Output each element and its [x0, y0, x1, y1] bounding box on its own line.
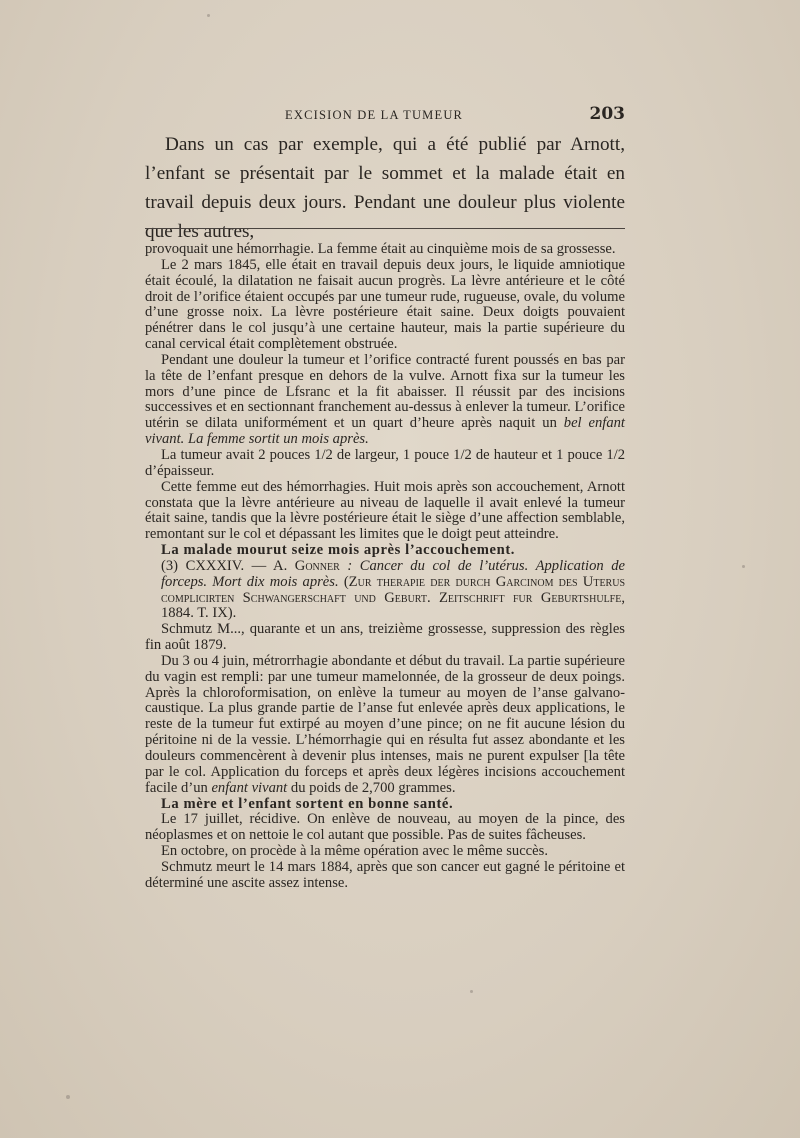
- case-ref: (3) CXXXIV. — A.: [161, 557, 295, 574]
- running-title: EXCISION DE LA TUMEUR: [285, 108, 464, 122]
- paragraph-7: Schmutz M..., quarante et un ans, treizième grossesse, suppression des règles fin août 1879.: [145, 621, 625, 654]
- paragraph-8: [145, 654, 625, 797]
- paragraph-3-text: Pendant une douleur la tumeur et l’orifice contracté furent poussés en bas par la tête de l’enfant presque en dehors de la vulve. Arnott fixa sur la tumeur les mors d’une pince de Lfsranc et la fit abaisser. Il réussit par des incisions successives et en sectionnant franchement au-dessus à enlever la tumeur. L’orifice utérin se dilata uniformément et un quart d’heure après naquit un: [145, 351, 625, 432]
- page-number: 203: [589, 104, 625, 124]
- paragraph-10: Le 17 juillet, récidive. On enlève de nouveau, au moyen de la pince, des néoplasmes et on nettoie le col autant que possible. Pas de suites fâcheuses.: [145, 811, 625, 844]
- paragraph-9: [145, 797, 625, 813]
- paper-speck: [470, 990, 473, 993]
- paragraph-5: Cette femme eut des hémorrhagies. Huit mois après son accouchement, Arnott constata que la lèvre antérieure au niveau de laquelle il avait enlevé la tumeur était saine, tandis que la lèvre postérieure était le siège d’une affection semblable, remontant sur le col et dépassant les limites que le doigt peut atteindre.: [145, 478, 625, 543]
- paragraph-12: Schmutz meurt le 14 mars 1884, après que son cancer eut gagné le péritoine et déterminé une ascite assez intense.: [145, 858, 625, 891]
- paragraph-8-italic: enfant vivant: [211, 779, 288, 796]
- paragraph-4: La tumeur avait 2 pouces 1/2 de largeur, 1 pouce 1/2 de hauteur et 1 pouce 1/2 d’épaisseur.: [145, 446, 625, 479]
- paragraph-8-text: Du 3 ou 4 juin, métrorrhagie abondante et début du travail. La partie supérieure du vagin est rempli: par une tumeur mamelonnée, de la grosseur de deux poings. Après la chloroformisation, on enlève la tumeur au moyen de l’anse galvano-caustique. La plus grande partie de l’anse fut enlevée après deux applications, le reste de la tumeur fut extirpé au moyen d’une pince; on ne fit aucune lésion du péritoine ni de la vessie. L’hémorrhagie qui en résulta fut assez abondante et les douleurs commencèrent à devenir plus intenses, mais ne purent expulser [la tête par le col. Application du forceps et après deux légères incisions accouchement facile d’un: [145, 652, 625, 796]
- case-heading: [145, 559, 625, 622]
- paragraph-3-italic: bel enfant vivant. La femme sortit un mois après.: [145, 415, 625, 448]
- paragraph-8-end: du poids de 2,700 grammes.: [287, 779, 456, 796]
- lead-paragraph: Dans un cas par exemple, qui a été publié par Arnott, l’enfant se présentait par le sommet et la malade était en travail depuis deux jours. Pendant une douleur plus violente que les autres,: [145, 134, 625, 242]
- paragraph-9-bold: La mère et l’enfant sortent en bonne santé.: [161, 795, 454, 812]
- paragraph-6-bold: La malade mourut seize mois après l’accouchement.: [161, 542, 516, 559]
- footnote-body: [145, 242, 625, 892]
- paragraph-11: En octobre, on procède à la même opération avec le même succès.: [161, 843, 548, 860]
- page-header: [145, 104, 625, 128]
- paragraph-1: provoquait une hémorrhagie. La femme était au cinquième mois de sa grossesse.: [145, 241, 616, 257]
- footnote-rule: [145, 228, 625, 229]
- paper-speck: [66, 1095, 70, 1099]
- paragraph-3: [145, 353, 625, 448]
- paragraph-6: [145, 543, 625, 559]
- paper-speck: [207, 14, 210, 17]
- paragraph-2: Le 2 mars 1845, elle était en travail depuis deux jours, le liquide amniotique était écoulé, la dilatation ne faisait aucun progrès. La lèvre antérieure et le côté droit de l’orifice étaient occupés par une tumeur rude, rugueuse, ovale, du volume d’une grosse noix. La lèvre postérieure était saine. Deux doigts pouvaient pénétrer dans le col jusqu’à une certaine hauteur, mais la partie supérieure du canal cervical était complètement obstruée.: [145, 256, 625, 353]
- case-title: : Cancer du col de l’utérus. Application de forceps. Mort dix mois après.: [161, 557, 626, 590]
- case-author: Gonner: [294, 557, 340, 574]
- paper-speck: [742, 565, 745, 568]
- case-source: (Zur therapie der durch Garcinom des Uterus complicirten Schwangerschaft und Geburt. Zeitschrift fur Geburtshulfe, 1884. T. IX).: [161, 573, 626, 622]
